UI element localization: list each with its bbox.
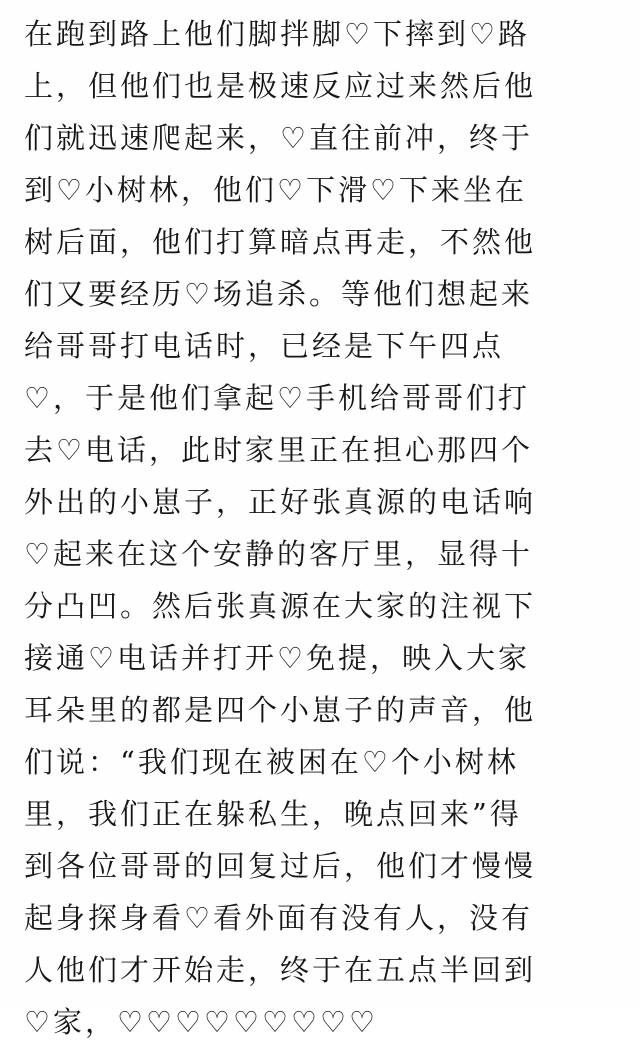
text-line: 接通♡电话并打开♡免提，映入大家 [24,641,530,675]
handwritten-story-text [24,8,624,1039]
text-line: 外出的小崽子，正好张真源的电话响 [24,485,537,519]
text-line: 起身探身看♡看外面有没有人，没有 [24,901,533,935]
text-line: 上，但他们也是极速反应过来然后他 [24,69,537,103]
text-line: 去♡电话，此时家里正在担心那四个 [24,433,533,467]
text-line: 们又要经历♡场追杀。等他们想起来 [24,277,533,311]
text-line: 们就迅速爬起来，♡直往前冲，终于 [24,121,533,155]
text-line: 分凸凹。然后张真源在大家的注视下 [24,589,537,623]
text-line: ♡起来在这个安静的客厅里，显得十 [24,537,533,571]
text-line: ♡，于是他们拿起♡手机给哥哥们打 [24,381,530,415]
text-line: 给哥哥打电话时，已经是下午四点 [24,329,505,363]
text-line: 人他们才开始走，终于在五点半回到 [24,953,537,987]
text-line: 里，我们正在躲私生，晚点回来”得 [24,797,522,831]
text-line: 们说：“我们现在被困在♡个小树林 [24,745,519,779]
text-line: 耳朵里的都是四个小崽子的声音，他 [24,693,537,727]
text-line: 在跑到路上他们脚拌脚♡下摔到♡路 [24,17,530,51]
text-line: 树后面，他们打算暗点再走，不然他 [24,225,537,259]
text-line-partial: ♡家，♡♡♡♡♡♡♡♡♡ [24,1005,378,1039]
text-line: 到各位哥哥的回复过后，他们才慢慢 [24,849,537,883]
text-line: 到♡小树林，他们♡下滑♡下来坐在 [24,173,527,207]
